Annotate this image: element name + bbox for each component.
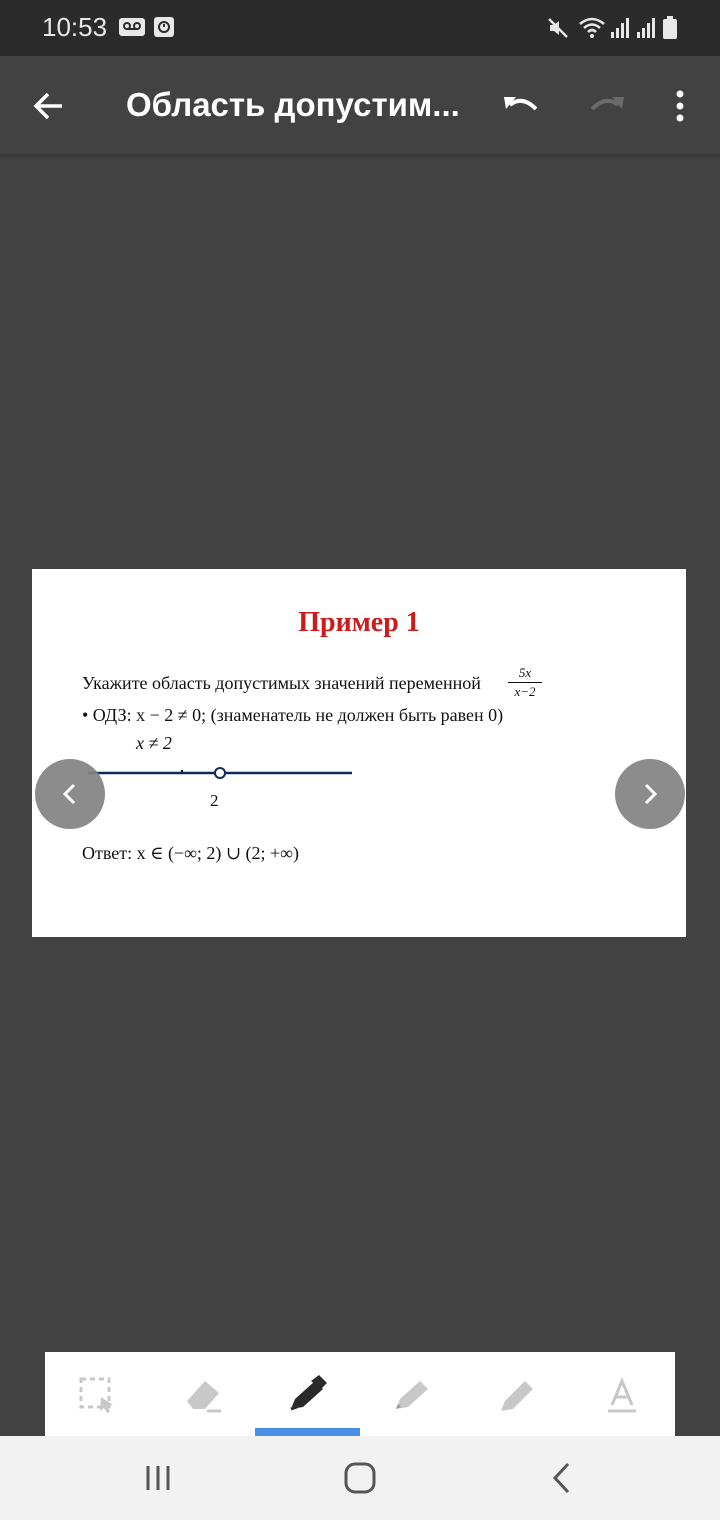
status-bar: [0, 0, 720, 56]
chevron-left-icon: [60, 781, 80, 807]
slide-answer-text: Ответ: x ∈ (−∞; 2) ∪ (2; +∞): [82, 843, 299, 863]
home-icon: [343, 1461, 377, 1495]
more-options-button[interactable]: [656, 82, 704, 130]
app-bar: [0, 56, 720, 155]
eraser-tool-button[interactable]: [173, 1370, 233, 1420]
redo-button[interactable]: [582, 82, 630, 130]
undo-icon: [502, 91, 542, 121]
next-slide-button[interactable]: [615, 759, 685, 829]
status-time: 10:53: [42, 12, 108, 42]
arrow-back-icon: [32, 89, 66, 123]
pen-icon: [285, 1375, 329, 1415]
previous-slide-button[interactable]: [35, 759, 105, 829]
number-line: [88, 765, 358, 785]
eraser-icon: [181, 1375, 225, 1415]
lasso-select-icon: [77, 1375, 117, 1415]
highlighter-tool-button[interactable]: [487, 1370, 547, 1420]
signal-icon: [610, 16, 632, 45]
pen-tool-button[interactable]: [277, 1370, 337, 1420]
back-chevron-icon: [550, 1461, 574, 1495]
back-button[interactable]: [25, 82, 73, 130]
mute-icon: [546, 16, 570, 45]
system-nav-bar: [0, 1436, 720, 1520]
wifi-icon: [578, 16, 606, 45]
system-back-button[interactable]: [542, 1460, 582, 1496]
pencil-tool-button[interactable]: [382, 1370, 442, 1420]
redo-icon: [586, 91, 626, 121]
recent-apps-button[interactable]: [138, 1460, 178, 1496]
document-title: Область допустим...: [126, 86, 460, 123]
pencil-icon: [390, 1375, 434, 1415]
undo-button[interactable]: [498, 82, 546, 130]
home-button[interactable]: [340, 1460, 380, 1496]
slide-condition-text: x ≠ 2: [136, 733, 172, 753]
screen-record-icon: [153, 16, 175, 43]
text-tool-button[interactable]: [592, 1370, 652, 1420]
slide-page[interactable]: [32, 569, 686, 937]
battery-icon: [662, 16, 678, 45]
recent-apps-icon: [143, 1463, 173, 1493]
slide-odz-text: • ОДЗ: x − 2 ≠ 0; (знаменатель не должен быть равен 0): [82, 705, 504, 725]
more-vert-icon: [675, 90, 685, 122]
signal-icon-2: [636, 16, 658, 45]
slide-task-text: Укажите область допустимых значений переменной: [82, 673, 481, 693]
active-tool-indicator: [255, 1428, 360, 1436]
fraction-numerator: 5x: [508, 665, 542, 683]
text-format-icon: [602, 1375, 642, 1415]
fraction: [508, 665, 542, 700]
fraction-denominator: x−2: [514, 684, 536, 699]
slide-title: Пример 1: [298, 607, 420, 638]
number-line-label: 2: [210, 791, 219, 810]
chevron-right-icon: [640, 781, 660, 807]
selection-tool-button[interactable]: [67, 1370, 127, 1420]
voicemail-icon: [118, 16, 146, 43]
highlighter-icon: [495, 1375, 539, 1415]
drawing-toolbar: [45, 1352, 675, 1436]
